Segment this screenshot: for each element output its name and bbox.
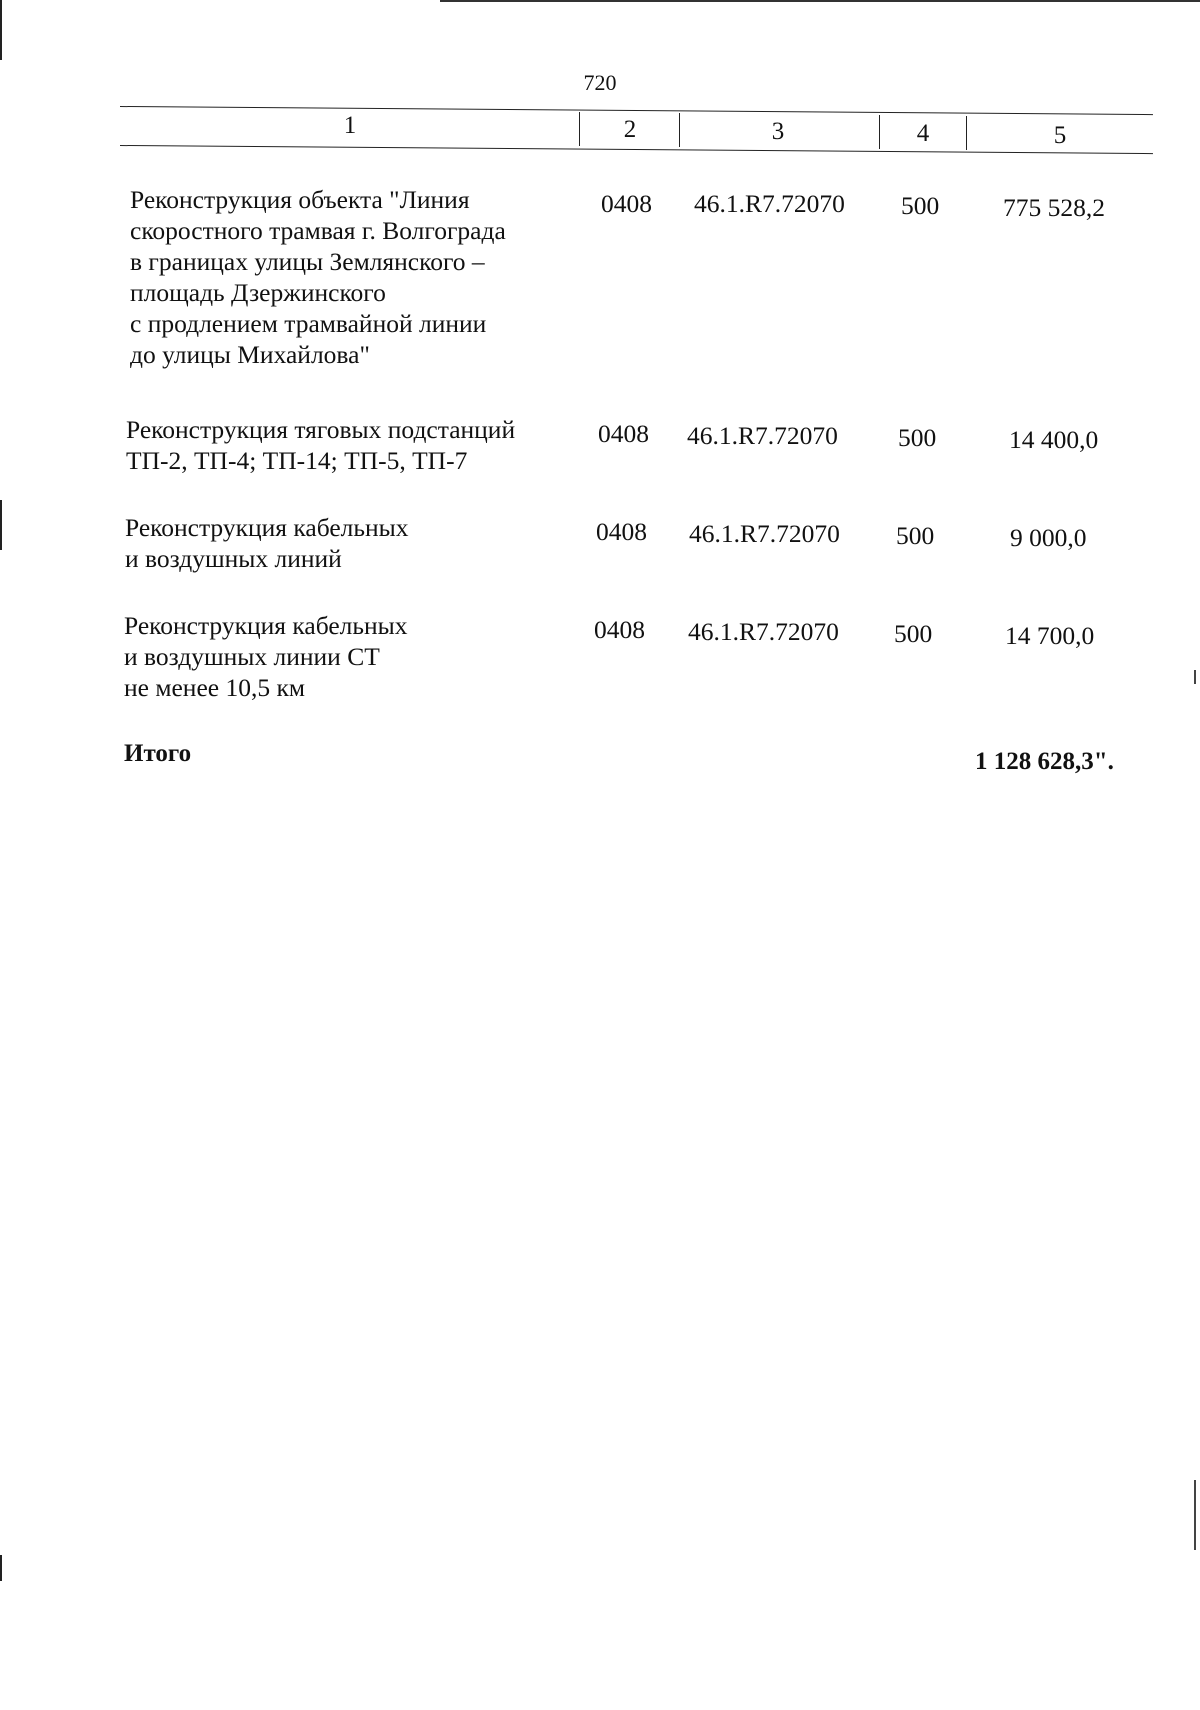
header-separator — [966, 116, 967, 150]
column-header-4: 4 — [916, 120, 930, 147]
row-section-code: 0408 — [596, 517, 647, 546]
row-amount: 9 000,0 — [1010, 523, 1087, 552]
row-name-line: и воздушных линий — [125, 544, 342, 573]
total-label: Итого — [124, 740, 192, 767]
row-type-code: 500 — [896, 521, 935, 550]
row-name-line: и воздушных линии СТ — [124, 642, 380, 671]
row-name-line: Реконструкция кабельных — [125, 513, 409, 542]
row-name-line: Реконструкция объекта "Линия — [130, 185, 470, 214]
column-header-5: 5 — [1053, 122, 1067, 149]
scan-edge-right-mark — [1194, 670, 1196, 684]
scan-edge-right-mark — [1194, 1480, 1196, 1550]
scan-edge-left-mark — [0, 1555, 2, 1581]
scan-edge-left-mark — [0, 500, 2, 550]
header-separator — [579, 112, 580, 146]
row-name-line: с продлением трамвайной линии — [130, 309, 487, 338]
row-amount: 14 700,0 — [1005, 621, 1095, 650]
row-target-code: 46.1.R7.72070 — [687, 421, 838, 450]
column-header-3: 3 — [771, 118, 785, 145]
row-name-line: не менее 10,5 км — [124, 673, 305, 702]
row-target-code: 46.1.R7.72070 — [688, 617, 839, 646]
row-target-code: 46.1.R7.72070 — [694, 189, 845, 218]
row-name-line: Реконструкция кабельных — [124, 611, 408, 640]
header-rule-top — [120, 106, 1153, 115]
row-type-code: 500 — [901, 191, 940, 220]
row-name-line: скоростного трамвая г. Волгограда — [130, 216, 506, 245]
row-name — [130, 184, 506, 370]
row-target-code: 46.1.R7.72070 — [689, 519, 840, 548]
column-header-1: 1 — [343, 112, 357, 139]
header-separator — [879, 115, 880, 149]
row-name — [124, 610, 408, 703]
row-amount: 775 528,2 — [1003, 193, 1105, 222]
total-value: 1 128 628,3". — [975, 748, 1114, 775]
scan-edge-left — [0, 0, 2, 60]
row-section-code: 0408 — [601, 189, 652, 218]
row-name-line: до улицы Михайлова" — [130, 340, 370, 369]
row-name-line: площадь Дзержинского — [130, 278, 386, 307]
row-name — [126, 414, 515, 476]
row-name-line: в границах улицы Землянского – — [130, 247, 485, 276]
row-type-code: 500 — [898, 423, 937, 452]
row-amount: 14 400,0 — [1009, 425, 1099, 454]
page-number: 720 — [583, 70, 617, 95]
header-separator — [679, 113, 680, 147]
scan-edge-top — [440, 0, 1200, 2]
row-type-code: 500 — [894, 619, 933, 648]
row-name — [125, 512, 409, 574]
row-section-code: 0408 — [598, 419, 649, 448]
row-name-line: Реконструкция тяговых подстанций — [126, 415, 516, 444]
row-section-code: 0408 — [594, 615, 645, 644]
column-header-2: 2 — [623, 116, 637, 143]
row-name-line: ТП-2, ТП-4; ТП-14; ТП-5, ТП-7 — [126, 446, 468, 475]
header-rule-bottom — [120, 145, 1153, 154]
